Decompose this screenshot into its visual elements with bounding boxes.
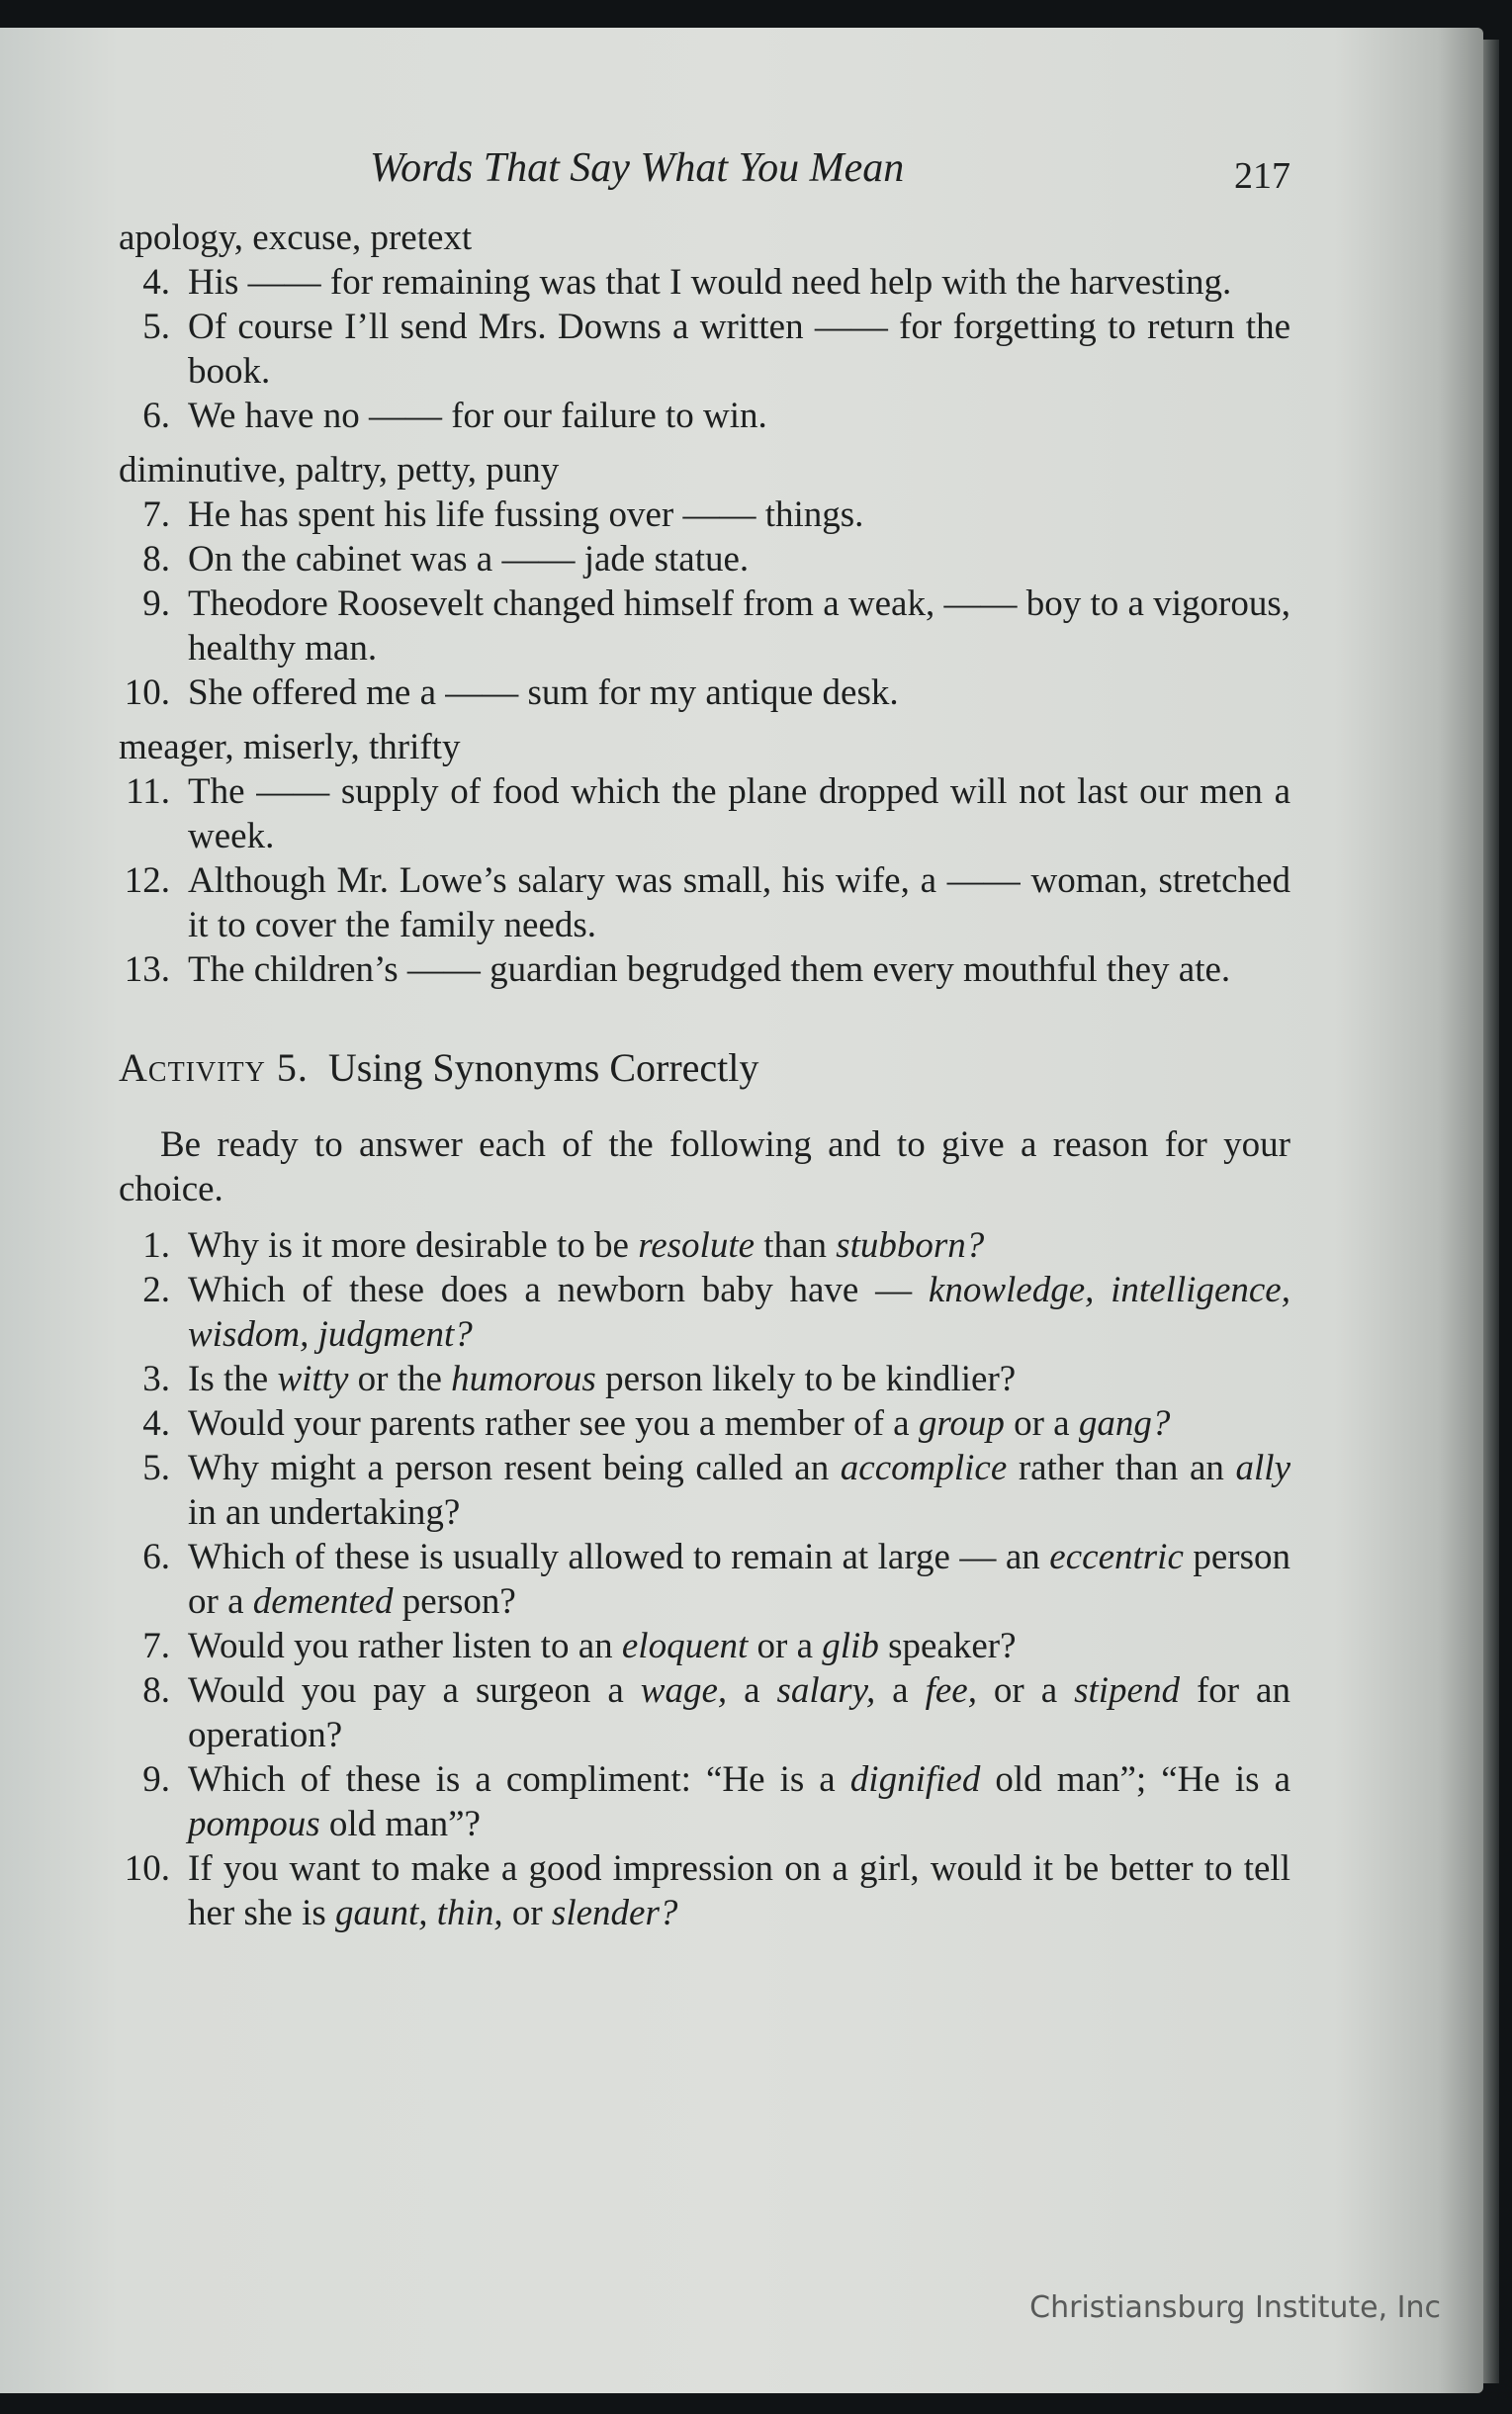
italic-word: knowledge, intelligence, wisdom, judgment? [188, 1270, 1290, 1355]
running-header [119, 146, 1290, 216]
italic-word: wage, [640, 1670, 728, 1711]
question-text: Why might a person resent being called an [188, 1448, 841, 1488]
question-number: 4. [142, 1403, 170, 1444]
italic-word: eloquent [621, 1626, 749, 1666]
item-text: She offered me a —— sum for my antique desk. [188, 672, 899, 713]
question-text: than [755, 1225, 837, 1266]
list-item [119, 671, 1290, 715]
question-number: 6. [142, 1537, 170, 1577]
item-number: 12. [124, 860, 170, 901]
italic-word: accomplice [840, 1448, 1008, 1488]
page-content [119, 146, 1290, 1945]
item-number: 5. [142, 307, 170, 347]
question-text: or a [976, 1670, 1075, 1711]
question-text: person or a [188, 1537, 1290, 1622]
question-text: If you want to make a good impression on a girl, would it be better to tell her she is [188, 1848, 1290, 1933]
question-text: person? [393, 1581, 516, 1622]
question-number: 7. [142, 1626, 170, 1666]
question-text: a [727, 1670, 777, 1711]
question-number: 10. [124, 1848, 170, 1889]
item-text: Theodore Roosevelt changed himself from a weak, —— boy to a vigorous, healthy man. [188, 583, 1290, 669]
question-list [119, 1223, 1290, 1935]
list-item [119, 1846, 1290, 1935]
question-text: in an undertaking? [188, 1492, 461, 1533]
list-item [119, 492, 1290, 537]
italic-word: eccentric [1049, 1537, 1184, 1577]
list-item [119, 1535, 1290, 1624]
list-item [119, 537, 1290, 581]
item-number: 7. [142, 494, 170, 535]
page-edge [1483, 40, 1499, 2383]
question-text: or the [348, 1359, 452, 1399]
list-item [119, 1668, 1290, 1757]
question-number: 1. [142, 1225, 170, 1266]
list-item [119, 581, 1290, 671]
question-text: Which of these is a compliment: “He is a [188, 1759, 850, 1800]
activity-intro: Be ready to answer each of the following and to give a reason for your choice. [119, 1124, 1290, 1209]
italic-word: dignified [849, 1759, 981, 1800]
question-number: 5. [142, 1448, 170, 1488]
question-text: rather than an [1007, 1448, 1236, 1488]
italic-word: ally [1235, 1448, 1290, 1488]
question-text: Is the [188, 1359, 278, 1399]
question-text: speaker? [878, 1626, 1017, 1666]
watermark: Christiansburg Institute, Inc [1029, 2290, 1441, 2325]
item-number: 10. [124, 672, 170, 713]
italic-word: gang? [1078, 1403, 1171, 1444]
italic-word: gaunt, thin, [335, 1893, 503, 1933]
list-item [119, 394, 1290, 438]
question-text: or a [1004, 1403, 1079, 1444]
question-number: 8. [142, 1670, 170, 1711]
item-text: On the cabinet was a —— jade statue. [188, 539, 750, 580]
item-number: 13. [124, 949, 170, 990]
italic-word: witty [277, 1359, 349, 1399]
italic-word: resolute [638, 1225, 756, 1266]
question-text: or [502, 1893, 552, 1933]
italic-word: stubborn? [836, 1225, 985, 1266]
italic-word: stipend [1074, 1670, 1180, 1711]
italic-word: pompous [188, 1804, 320, 1844]
italic-word: group [918, 1403, 1005, 1444]
item-text: Of course I’ll send Mrs. Downs a written —— for forgetting to return the book. [188, 307, 1290, 392]
page-title: Words That Say What You Mean [370, 145, 905, 191]
italic-word: slender? [551, 1893, 678, 1933]
word-group-heading: diminutive, paltry, petty, puny [119, 450, 560, 491]
question-text: Which of these is usually allowed to remain at large — an [188, 1537, 1050, 1577]
item-text: He has spent his life fussing over —— things. [188, 494, 864, 535]
item-text: His —— for remaining was that I would need help with the harvesting. [188, 262, 1232, 303]
list-item [119, 1757, 1290, 1846]
item-text: We have no —— for our failure to win. [188, 396, 767, 436]
question-number: 9. [142, 1759, 170, 1800]
question-text: or a [748, 1626, 823, 1666]
word-group-heading: meager, miserly, thrifty [119, 727, 461, 767]
sentence-list [119, 260, 1290, 438]
list-item [119, 305, 1290, 394]
italic-word: glib [822, 1626, 879, 1666]
list-item [119, 1223, 1290, 1268]
list-item [119, 1268, 1290, 1357]
italic-word: salary, [776, 1670, 876, 1711]
item-number: 6. [142, 396, 170, 436]
question-text: Which of these does a newborn baby have — [188, 1270, 929, 1310]
list-item [119, 769, 1290, 858]
question-text: old man”? [319, 1804, 481, 1844]
activity-heading [119, 1043, 1290, 1093]
question-text: Would you pay a surgeon a [188, 1670, 641, 1711]
question-text: for an operation? [188, 1670, 1290, 1755]
italic-word: fee, [925, 1670, 977, 1711]
list-item [119, 1446, 1290, 1535]
italic-word: demented [252, 1581, 394, 1622]
page-number: 217 [1234, 155, 1290, 197]
item-number: 4. [142, 262, 170, 303]
activity-label: Activity 5. [119, 1045, 309, 1090]
list-item [119, 858, 1290, 947]
list-item [119, 1401, 1290, 1446]
question-number: 3. [142, 1359, 170, 1399]
exercise-groups [119, 216, 1290, 992]
list-item [119, 260, 1290, 305]
question-text: a [875, 1670, 926, 1711]
list-item [119, 947, 1290, 992]
item-number: 9. [142, 583, 170, 624]
question-text: old man”; “He is a [980, 1759, 1290, 1800]
list-item [119, 1624, 1290, 1668]
question-text: Would your parents rather see you a member of a [188, 1403, 919, 1444]
item-text: Although Mr. Lowe’s salary was small, his wife, a —— woman, stretched it to cover the family needs. [188, 860, 1290, 945]
list-item [119, 1357, 1290, 1401]
item-text: The —— supply of food which the plane dropped will not last our men a week. [188, 771, 1290, 856]
italic-word: humorous [451, 1359, 596, 1399]
item-number: 11. [126, 771, 170, 812]
question-text: person likely to be kindlier? [595, 1359, 1017, 1399]
question-number: 2. [142, 1270, 170, 1310]
item-number: 8. [142, 539, 170, 580]
sentence-list [119, 769, 1290, 992]
question-text: Why is it more desirable to be [188, 1225, 639, 1266]
item-text: The children’s —— guardian begrudged them every mouthful they ate. [188, 949, 1231, 990]
question-text: Would you rather listen to an [188, 1626, 622, 1666]
activity-title: Using Synonyms Correctly [327, 1045, 759, 1090]
word-group-heading: apology, excuse, pretext [119, 218, 473, 258]
sentence-list [119, 492, 1290, 715]
